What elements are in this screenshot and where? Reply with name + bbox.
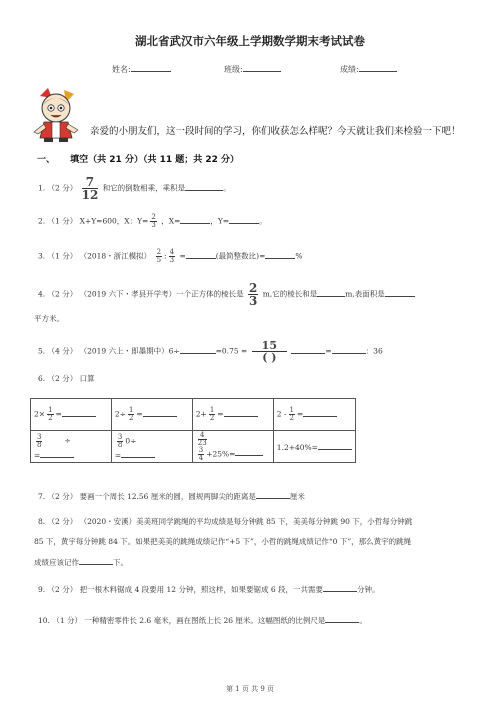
table-cell: $\frac{3}{8}$ ÷ =	[31, 431, 112, 463]
answer-blank[interactable]	[180, 345, 216, 354]
answer-blank[interactable]	[385, 288, 415, 297]
score-blank	[359, 62, 397, 72]
fraction: $\frac{15}{( )}$	[252, 340, 287, 363]
name-blank	[131, 62, 171, 72]
fraction: $\frac{7}{12}$	[81, 175, 99, 202]
answer-blank[interactable]	[256, 490, 290, 499]
question-8: 8. （2 分） （2020・安溪）美美班同学跳绳的平均成绩是每分钟跳 85 下，美美每分钟跳 90 下，小哲每分钟跳	[38, 517, 413, 526]
answer-blank[interactable]	[303, 408, 337, 417]
fraction: $\frac{2}{5}$	[156, 248, 162, 264]
table-cell: 2+ $\frac{1}{2}$ =	[192, 399, 273, 431]
question-3: 3. （1 分） （2018・浙江模拟） $\frac{2}{5}$ : $\frac{4}{3}$ = (最简整数比)= %	[38, 248, 303, 264]
answer-blank[interactable]	[235, 447, 263, 456]
answer-blank[interactable]	[62, 408, 96, 417]
question-8-continued: 85 下，黄宇每分钟跳 84 下。如果把美美的跳绳成绩记作“+5 下”，小哲的跳绳成绩记作“0 下”，那么黄宇的跳绳	[34, 537, 412, 546]
question-10: 10. （1 分） 一种精密零件长 2.6 毫米，画在图纸上长 26 厘米。这幅图纸的比例尺是 。	[38, 616, 367, 625]
fraction: $\frac{4}{3}$	[169, 248, 175, 264]
answer-blank[interactable]	[79, 556, 113, 565]
section-heading	[37, 152, 239, 165]
table-row	[31, 431, 356, 463]
table-cell: $\frac{4}{23}$ $\frac{3}{4}$ +25%=	[192, 431, 273, 463]
answer-blank[interactable]	[318, 441, 352, 450]
page-footer: 第 1 页 共 9 页	[225, 685, 275, 693]
fraction: $\frac{2}{3}$	[151, 213, 156, 229]
greeting-text: 亲爱的小朋友们，这一段时间的学习，你们收获怎么样呢？今天就让我们来检验一下吧！	[90, 126, 461, 137]
table-row	[31, 399, 356, 431]
answer-blank[interactable]	[229, 215, 259, 224]
table-cell: $\frac{3}{8}$ 0÷ =	[111, 431, 192, 463]
answer-blank[interactable]	[323, 583, 357, 592]
name-label: 姓名:	[112, 65, 131, 74]
mental-math-table	[30, 398, 356, 463]
score-field	[340, 62, 397, 75]
answer-blank[interactable]	[180, 215, 210, 224]
score-label: 成绩:	[340, 65, 359, 74]
section-number: 一、	[37, 155, 56, 165]
question-6: 6. （2 分） 口算	[38, 374, 95, 383]
question-9: 9. （2 分） 把一根木料锯成 4 段要用 12 分钟，照这样，如果要锯成 6 段，一共需要 分钟。	[38, 585, 380, 594]
question-2: 2. （1 分） X+Y=600，X：Y= $\frac{2}{3}$ ，X= ，Y= 。	[38, 213, 267, 229]
answer-blank[interactable]	[325, 614, 359, 623]
answer-blank[interactable]	[185, 182, 223, 191]
class-blank	[243, 62, 281, 72]
section-title: 填空（共 21 分）（共 11 题；共 22 分）	[70, 155, 240, 165]
question-4: 4. （2 分） （2019 六下・孝县开学考）一个正方体的棱长是 $\frac{2}{3}$ m,它的棱长和是 m,表面积是	[38, 282, 415, 307]
question-1: 1. （2 分） $\frac{7}{12}$ 和它的倒数相乘，乘积是 。	[38, 175, 231, 202]
answer-blank[interactable]	[40, 449, 74, 458]
name-field	[112, 62, 171, 75]
answer-blank[interactable]	[121, 449, 155, 458]
answer-blank[interactable]	[224, 408, 258, 417]
class-label: 班级:	[224, 65, 243, 74]
table-cell: 1.2+40%=	[273, 431, 355, 463]
question-4-continued: 平方米。	[34, 314, 64, 323]
question-5: 5. （4 分） （2019 六上・即墨期中）6÷ =0.75 = $\frac{15}{( )}$ = ：36	[38, 339, 383, 364]
table-cell: 2 - $\frac{1}{2}$ =	[273, 399, 355, 431]
table-cell: 2× $\frac{1}{2}$ =	[31, 399, 112, 431]
page-title: 湖北省武汉市六年级上学期数学期末考试试卷	[135, 34, 365, 48]
answer-blank[interactable]	[265, 250, 295, 259]
question-7: 7. （2 分） 要画一个周长 12.56 厘米的圆，圆规两脚尖的距离是 厘米	[38, 492, 305, 501]
cartoon-mascot-icon	[30, 86, 82, 144]
question-8-continued-2: 成绩应该记作 下。	[34, 558, 128, 567]
fraction: $\frac{2}{3}$	[248, 281, 258, 308]
class-field	[224, 62, 281, 75]
answer-blank[interactable]	[332, 345, 366, 354]
answer-blank[interactable]	[291, 345, 325, 354]
table-cell: 2÷ $\frac{1}{2}$ =	[111, 399, 192, 431]
answer-blank[interactable]	[317, 288, 345, 297]
answer-blank[interactable]	[186, 250, 216, 259]
answer-blank[interactable]	[143, 408, 177, 417]
